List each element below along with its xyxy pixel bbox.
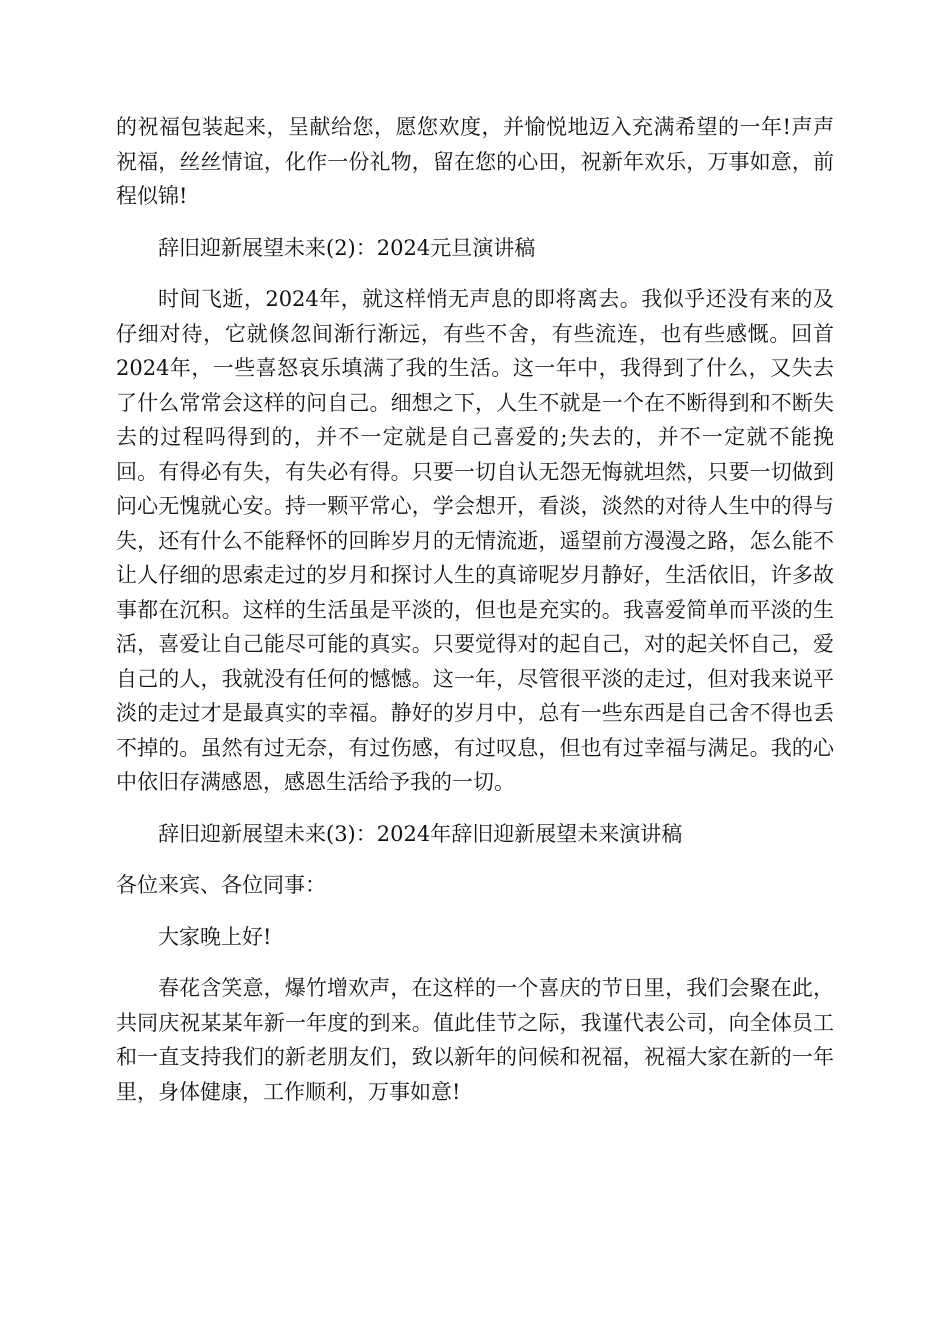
section-heading-2: 辞旧迎新展望未来(2)：2024元旦演讲稿	[158, 235, 536, 260]
document-page	[116, 110, 834, 1109]
paragraph-closing-wishes: 的祝福包装起来，呈献给您，愿您欢度，并愉悦地迈入充满希望的一年!声声祝福，丝丝情谊，化作一份礼物，留在您的心田，祝新年欢乐，万事如意，前程似锦!	[116, 115, 834, 208]
greeting: 大家晚上好!	[158, 924, 272, 949]
paragraph-year-reflection: 时间飞逝，2024年，就这样悄无声息的即将离去。我似乎还没有来的及仔细对待，它就倏忽间渐行渐远，有些不舍，有些流连，也有些感慨。回首2024年，一些喜怒哀乐填满了我的生活。这一年中，我得到了什么，又失去了什么常常会这样的问自己。细想之下，人生不就是一个在不断得到和不断失去的过程吗得到的，并不一定就是自己喜爱的;失去的，并不一定就不能挽回。有得必有失，有失必有得。只要一切自认无怨无悔就坦然，只要一切做到问心无愧就心安。持一颗平常心，学会想开，看淡，淡然的对待人生中的得与失，还有什么不能释怀的回眸岁月的无情流逝，遥望前方漫漫之路，怎么能不让人仔细的思索走过的岁月和探讨人生的真谛呢岁月静好，生活依旧，许多故事都在沉积。这样的生活虽是平淡的，但也是充实的。我喜爱简单而平淡的生活，喜爱让自己能尽可能的真实。只要觉得对的起自己，对的起关怀自己，爱自己的人，我就没有任何的憾憾。这一年，尽管很平淡的走过，但对我来说平淡的走过才是最真实的幸福。静好的岁月中，总有一些东西是自己舍不得也丢不掉的。虽然有过无奈，有过伤感，有过叹息，但也有过幸福与满足。我的心中依旧存满感恩，感恩生活给予我的一切。	[116, 287, 834, 794]
section-heading-3: 辞旧迎新展望未来(3)：2024年辞旧迎新展望未来演讲稿	[158, 821, 683, 846]
salutation: 各位来宾、各位同事：	[116, 873, 326, 897]
paragraph-new-year-celebration: 春花含笑意，爆竹增欢声，在这样的一个喜庆的节日里，我们会聚在此，共同庆祝某某年新一年度的到来。值此佳节之际，我谨代表公司，向全体员工和一直支持我们的新老朋友们，致以新年的问候和祝福，祝福大家在新的一年里，身体健康，工作顺利，万事如意!	[116, 976, 834, 1104]
